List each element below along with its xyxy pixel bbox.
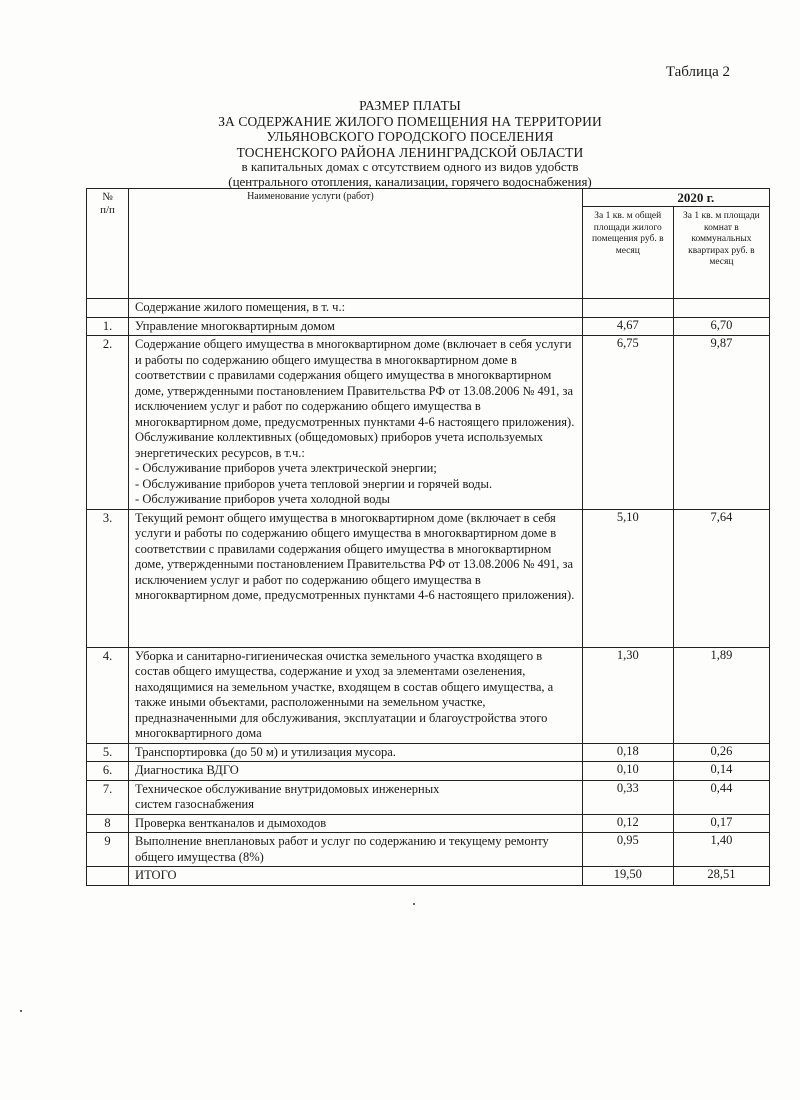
header-name: Наименование услуги (работ) (129, 189, 583, 299)
table-row (87, 317, 770, 336)
row-value-room-area: 1,40 (673, 833, 769, 867)
row-value-room-area: 9,87 (673, 336, 769, 510)
header-col-total-area: За 1 кв. м общей площади жилого помещения руб. в месяц (582, 207, 673, 299)
row-number: 3. (87, 509, 129, 647)
scan-speck (20, 1010, 22, 1012)
row-value-room-area: 1,89 (673, 647, 769, 743)
row-service-name: Техническое обслуживание внутридомовых инженерных систем газоснабжения (129, 780, 583, 814)
header-year: 2020 г. (582, 189, 769, 207)
title-line: ЗА СОДЕРЖАНИЕ ЖИЛОГО ПОМЕЩЕНИЯ НА ТЕРРИТОРИИ (218, 113, 602, 129)
section-v2-cell (673, 299, 769, 318)
section-num-cell (87, 299, 129, 318)
row-value-total-area: 0,95 (582, 833, 673, 867)
table-row (87, 814, 770, 833)
row-service-name: Текущий ремонт общего имущества в многоквартирном доме (включает в себя услуги и работы по содержанию общего имущества в многоквартирном доме в соответствии с правилами содержания общего имущества в многоквартирном доме, утвержденными постановлением Правительства РФ от 13.08.2006 № 491, за исключением услуг и работ по содержанию общего имущества в многоквартирном доме, предусмотренных пунктами 4-6 настоящего приложения). (129, 509, 583, 647)
row-number: 7. (87, 780, 129, 814)
row-service-name: Транспортировка (до 50 м) и утилизация мусора. (129, 743, 583, 762)
table-row (87, 509, 770, 647)
row-value-total-area: 0,10 (582, 762, 673, 781)
row-number: 6. (87, 762, 129, 781)
row-service-name: Управление многоквартирным домом (129, 317, 583, 336)
table-row (87, 833, 770, 867)
row-number: 9 (87, 833, 129, 867)
table-label: Таблица 2 (665, 64, 730, 80)
total-value-room-area: 28,51 (673, 867, 769, 886)
title-line: УЛЬЯНОВСКОГО ГОРОДСКОГО ПОСЕЛЕНИЯ (266, 129, 554, 144)
row-number: 1. (87, 317, 129, 336)
row-number: 2. (87, 336, 129, 510)
title-line: ТОСНЕНСКОГО РАЙОНА ЛЕНИНГРАДСКОЙ ОБЛАСТИ (236, 144, 584, 160)
row-service-name: Содержание общего имущества в многоквартирном доме (включает в себя услуги и работы по содержанию общего имущества в многоквартирном доме в соответствии с правилами содержания общего имущества в многоквартирном доме, утвержденными постановлением Правительства РФ от 13.08.2006 № 491, за исключением услуг и работ по содержанию общего имущества в многоквартирном доме, предусмотренных пунктами 4-6 настоящего приложения). Обслуживание коллективных (общедомовых) приборов учета используемых энергетических ресурсов, в т.ч.: - Обслуживание приборов учета электрической энергии; - Обслуживание приборов учета тепловой энергии и горячей воды. - Обслуживание приборов учета холодной воды (129, 336, 583, 510)
row-number: 5. (87, 743, 129, 762)
row-service-name: Диагностика ВДГО (129, 762, 583, 781)
scan-speck (413, 903, 415, 905)
row-value-room-area: 0,14 (673, 762, 769, 781)
header-row (87, 189, 770, 207)
table-row (87, 762, 770, 781)
total-value-total-area: 19,50 (582, 867, 673, 886)
row-value-total-area: 5,10 (582, 509, 673, 647)
title-line: РАЗМЕР ПЛАТЫ (359, 98, 461, 113)
row-value-room-area: 6,70 (673, 317, 769, 336)
row-value-total-area: 0,12 (582, 814, 673, 833)
row-value-total-area: 6,75 (582, 336, 673, 510)
table-row (87, 780, 770, 814)
total-num-cell (87, 867, 129, 886)
row-value-room-area: 0,26 (673, 743, 769, 762)
row-value-room-area: 0,17 (673, 814, 769, 833)
total-label: ИТОГО (129, 867, 583, 886)
row-service-name: Уборка и санитарно-гигиеническая очистка земельного участка входящего в состав общего имущества, содержание и уход за элементами озеленения, находящимися на земельном участке, входящем в состав общего имущества, а также иными объектами, расположенными на земельном участке, предназначенными для обслуживания, эксплуатации и благоустройства этого многоквартирного дома (129, 647, 583, 743)
header-col-room-area: За 1 кв. м площади комнат в коммунальных квартирах руб. в месяц (673, 207, 769, 299)
table-row (87, 336, 770, 510)
row-value-total-area: 4,67 (582, 317, 673, 336)
fees-table (86, 188, 770, 886)
section-title: Содержание жилого помещения, в т. ч.: (129, 299, 583, 318)
header-num-text: № п/п (100, 191, 115, 216)
row-number: 4. (87, 647, 129, 743)
table-row (87, 647, 770, 743)
row-value-total-area: 0,33 (582, 780, 673, 814)
row-value-total-area: 0,18 (582, 743, 673, 762)
table-row (87, 743, 770, 762)
total-row (87, 867, 770, 886)
subtitle-line: (центрального отопления, канализации, горячего водоснабжения) (228, 173, 592, 189)
row-number: 8 (87, 814, 129, 833)
row-value-total-area: 1,30 (582, 647, 673, 743)
document-title (160, 98, 660, 189)
row-value-room-area: 7,64 (673, 509, 769, 647)
section-row (87, 299, 770, 318)
row-service-name: Выполнение внеплановых работ и услуг по содержанию и текущему ремонту общего имущества (8%) (129, 833, 583, 867)
subtitle-line: в капитальных домах с отсутствием одного из видов удобств (241, 159, 579, 174)
header-num (87, 189, 129, 299)
row-service-name: Проверка вентканалов и дымоходов (129, 814, 583, 833)
row-value-room-area: 0,44 (673, 780, 769, 814)
section-v1-cell (582, 299, 673, 318)
